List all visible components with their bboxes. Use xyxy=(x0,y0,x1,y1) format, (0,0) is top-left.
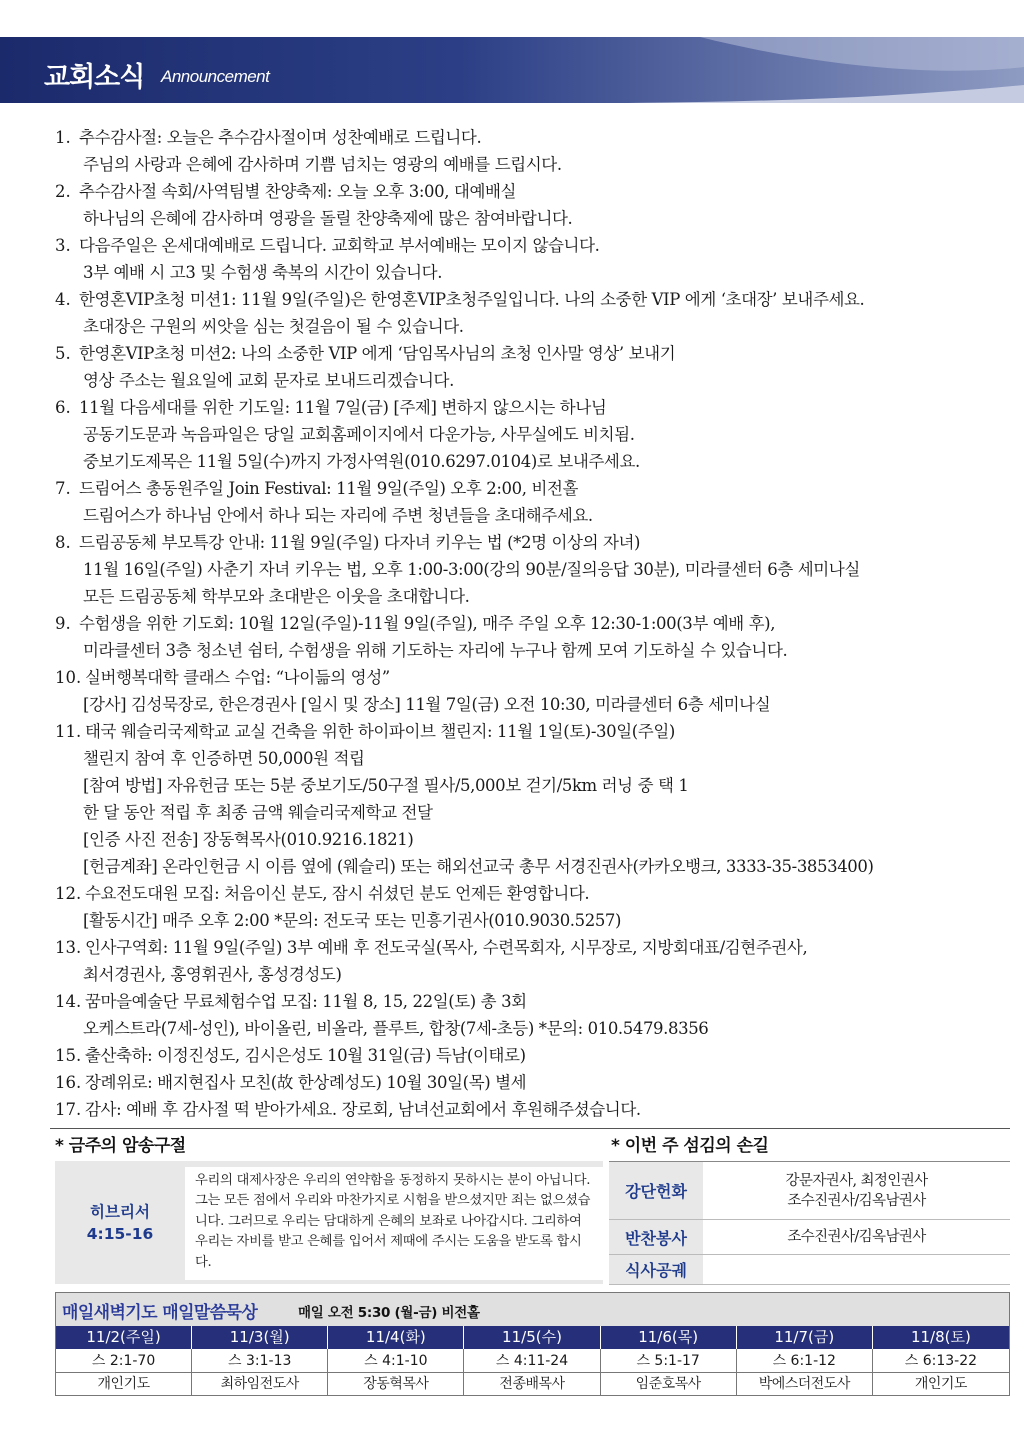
service-label: 반찬봉사 xyxy=(609,1220,703,1254)
announcement-number: 15. xyxy=(55,1046,82,1065)
banner-background xyxy=(0,37,1024,103)
announcement-item xyxy=(55,988,1000,1042)
day-leader: 개인기도 xyxy=(914,1376,967,1392)
announcement-item xyxy=(55,340,1000,394)
announcement-line: 출산축하: 이정진성도, 김시은성도 10월 31일(금) 득남(이태로) xyxy=(85,1046,526,1065)
prayer-title: 매일새벽기도 매일말씀묵상 xyxy=(62,1303,258,1323)
day-leader: 전종배목사 xyxy=(464,1373,600,1396)
announcement-number: 5. xyxy=(55,344,71,363)
announcement-line: 공동기도문과 녹음파일은 당일 교회홈페이지에서 다운가능, 사무실에도 비치됨. xyxy=(83,425,635,444)
announcement-line: [강사] 김성묵장로, 한은경권사 [일시 및 장소] 11월 7일(금) 오전 10:30, 미라클센터 6층 세미나실 xyxy=(83,695,771,714)
announcement-number: 13. xyxy=(55,938,82,957)
announcement-line: 3부 예배 시 고3 및 수험생 축복의 시간이 있습니다. xyxy=(83,263,443,282)
announcement-number: 9. xyxy=(55,614,71,633)
announcement-number: 3. xyxy=(55,236,71,255)
announcement-number: 6. xyxy=(55,398,71,417)
service-row xyxy=(609,1162,1010,1220)
announcement-item xyxy=(55,1096,1000,1123)
announcement-line: 챌린지 참여 후 인증하면 50,000원 적립 xyxy=(83,749,365,768)
day-passage: 스 6:1-12 xyxy=(737,1349,873,1373)
announcement-line: 감사: 예배 후 감사절 떡 받아가세요. 장로회, 남녀선교회에서 후원해주셨습니다. xyxy=(85,1100,641,1119)
announcement-line: 11월 다음세대를 위한 기도일: 11월 7일(금) [주제] 변하지 않으시는 하나님 xyxy=(79,398,607,417)
memory-verse-box xyxy=(55,1161,603,1284)
service-label: 식사공궤 xyxy=(609,1255,703,1284)
announcement-item xyxy=(55,529,1000,610)
announcement-line: 장례위로: 배지현집사 모친(故 한상례성도) 10월 30일(목) 별세 xyxy=(85,1073,527,1092)
announcement-item xyxy=(55,475,1000,529)
announcement-line: 한영혼VIP초청 미션1: 11월 9일(주일)은 한영혼VIP초청주일입니다. 나의 소중한 VIP 에게 ‘초대장’ 보내주세요. xyxy=(79,290,865,309)
day-date: 11/7(금) xyxy=(737,1326,873,1349)
service-person: 조수진권사/김옥남권사 xyxy=(787,1192,926,1209)
day-leader: 임준호목사 xyxy=(601,1373,737,1396)
announcement-line: 미라클센터 3층 청소년 쉼터, 수험생을 위해 기도하는 자리에 누구나 함께 모여 기도하실 수 있습니다. xyxy=(83,641,788,660)
announcement-item xyxy=(55,664,1000,718)
day-leader: 최하임전도사 xyxy=(192,1373,328,1396)
announcement-line: 한영혼VIP초청 미션2: 나의 소중한 VIP 에게 ‘담임목사님의 초청 인사말 영상’ 보내기 xyxy=(79,344,676,363)
announcement-line: [참여 방법] 자유헌금 또는 5분 중보기도/50구절 필사/5,000보 걷기/5km 러닝 중 택 1 xyxy=(83,776,689,795)
day-passage: 스 4:1-10 xyxy=(328,1349,464,1373)
page-title: 교회소식 xyxy=(44,62,145,93)
announcement-number: 10. xyxy=(55,668,82,687)
announcement-number: 4. xyxy=(55,290,71,309)
announcement-line: 하나님의 은혜에 감사하며 영광을 돌릴 찬양축제에 많은 참여바랍니다. xyxy=(83,209,573,228)
announcement-line: [헌금계좌] 온라인헌금 시 이름 옆에 (웨슬리) 또는 해외선교국 총무 서경진권사(카카오뱅크, 3333-35-3853400) xyxy=(83,857,874,876)
announcement-line: 영상 주소는 월요일에 교회 문자로 보내드리겠습니다. xyxy=(83,371,454,390)
service-row xyxy=(609,1220,1010,1255)
header-banner xyxy=(0,37,1024,103)
section-divider xyxy=(50,1128,1010,1129)
announcement-line: [인증 사진 전송] 장동혁목사(010.9216.1821) xyxy=(83,830,414,849)
verse-reference xyxy=(55,1161,185,1284)
announcement-item xyxy=(55,394,1000,475)
service-value xyxy=(703,1162,1010,1219)
announcement-line: 드림공동체 부모특강 안내: 11월 9일(주일) 다자녀 키우는 법 (*2명 이상의 자녀) xyxy=(79,533,641,552)
announcement-line: 주님의 사랑과 은혜에 감사하며 기쁨 넘치는 영광의 예배를 드립시다. xyxy=(83,155,562,174)
service-row xyxy=(609,1255,1010,1285)
announcement-line: 모든 드림공동체 학부모와 초대받은 이웃을 초대합니다. xyxy=(83,587,470,606)
day-passage: 스 2:1-70 xyxy=(56,1349,192,1373)
announcement-line: 중보기도제목은 11월 5일(수)까지 가정사역원(010.6297.0104)로 보내주세요. xyxy=(83,452,640,471)
day-date: 11/4(화) xyxy=(328,1326,464,1349)
announcement-line: 추수감사절 속회/사역팀별 찬양축제: 오늘 오후 3:00, 대예배실 xyxy=(79,182,517,201)
announcement-line: 다음주일은 온세대예배로 드립니다. 교회학교 부서예배는 모이지 않습니다. xyxy=(79,236,600,255)
verse-text: 우리의 대제사장은 우리의 연약함을 동정하지 못하시는 분이 아닙니다. 그는 모든 점에서 우리와 마찬가지로 시험을 받으셨지만 죄는 없으셨습니다. 그러므로 우리는 담대하게 은혜의 보좌로 나아갑시다. 그리하여 우리는 자비를 받고 은혜를 입어서 제때에 주시는 도움을 받도록 합시다. xyxy=(185,1167,603,1280)
announcement-item xyxy=(55,124,1000,178)
memory-verse-heading: * 금주의 암송구절 xyxy=(55,1136,186,1156)
service-person: 강문자권사, 최정인권사 xyxy=(785,1172,928,1189)
announcement-item xyxy=(55,1069,1000,1096)
announcement-number: 7. xyxy=(55,479,71,498)
prayer-grid xyxy=(56,1326,1009,1396)
announcement-item xyxy=(55,718,1000,880)
day-date: 11/5(수) xyxy=(464,1326,600,1349)
announcement-item xyxy=(55,178,1000,232)
service-value xyxy=(703,1220,1010,1254)
announcement-item xyxy=(55,610,1000,664)
announcement-line: 드림어스가 하나님 안에서 하나 되는 자리에 주변 청년들을 초대해주세요. xyxy=(83,506,593,525)
announcement-item xyxy=(55,286,1000,340)
announcement-number: 2. xyxy=(55,182,71,201)
announcement-item xyxy=(55,880,1000,934)
announcement-item xyxy=(55,232,1000,286)
announcement-number: 16. xyxy=(55,1073,82,1092)
prayer-time: 매일 오전 5:30 (월-금) 비전홀 xyxy=(298,1305,480,1321)
announcement-line: [활동시간] 매주 오후 2:00 *문의: 전도국 또는 민흥기권사(010.9030.5257) xyxy=(83,911,622,930)
announcement-line: 인사구역회: 11월 9일(주일) 3부 예배 후 전도국실(목사, 수련목회자, 시무장로, 지방회대표/김현주권사, xyxy=(85,938,808,957)
announcement-line: 오케스트라(7세-성인), 바이올린, 비올라, 플루트, 합창(7세-초등) *문의: 010.5479.8356 xyxy=(83,1019,709,1038)
announcement-line: 11월 16일(주일) 사춘기 자녀 키우는 법, 오후 1:00-3:00(강의 90분/질의응답 30분), 미라클센터 6층 세미나실 xyxy=(83,560,860,579)
announcement-number: 8. xyxy=(55,533,71,552)
announcement-line: 꿈마을예술단 무료체험수업 모집: 11월 8, 15, 22일(토) 총 3회 xyxy=(85,992,527,1011)
announcement-number: 11. xyxy=(55,722,82,741)
service-table xyxy=(609,1161,1010,1284)
prayer-header xyxy=(56,1293,1009,1326)
announcement-line: 수험생을 위한 기도회: 10월 12일(주일)-11월 9일(주일), 매주 주일 오후 12:30-1:00(3부 예배 후), xyxy=(79,614,776,633)
day-passage: 스 4:11-24 xyxy=(464,1349,600,1373)
announcement-item xyxy=(55,934,1000,988)
day-date: 11/8(토) xyxy=(873,1326,1009,1349)
announcement-number: 1. xyxy=(55,128,71,147)
day-leader: 개인기도 xyxy=(56,1373,192,1396)
announcement-number: 17. xyxy=(55,1100,82,1119)
verse-chapter: 4:15-16 xyxy=(86,1224,154,1243)
day-passage: 스 5:1-17 xyxy=(601,1349,737,1373)
announcement-line: 태국 웨슬리국제학교 교실 건축을 위한 하이파이브 챌린지: 11월 1일(토)-30일(주일) xyxy=(85,722,675,741)
day-passage: 스 3:1-13 xyxy=(192,1349,328,1373)
announcement-line: 드림어스 총동원주일 Join Festival: 11월 9일(주일) 오후 2:00, 비전홀 xyxy=(79,479,579,498)
prayer-schedule xyxy=(55,1292,1010,1396)
announcement-list xyxy=(55,124,1000,1123)
announcement-line: 실버행복대학 클래스 수업: “나이듦의 영성” xyxy=(85,668,390,687)
service-value xyxy=(703,1255,1010,1284)
announcement-number: 12. xyxy=(55,884,82,903)
service-label: 강단헌화 xyxy=(609,1162,703,1219)
day-leader: 장동혁목사 xyxy=(328,1373,464,1396)
day-date: 11/2(주일) xyxy=(56,1326,192,1349)
announcement-line: 수요전도대원 모집: 처음이신 분도, 잠시 쉬셨던 분도 언제든 환영합니다. xyxy=(85,884,590,903)
page-subtitle: Announcement xyxy=(161,67,270,86)
day-passage: 스 6:13-22 xyxy=(873,1349,1009,1373)
service-person: 조수진권사/김옥남권사 xyxy=(787,1229,926,1245)
day-date: 11/3(월) xyxy=(192,1326,328,1349)
announcement-number: 14. xyxy=(55,992,82,1011)
announcement-line: 초대장은 구원의 씨앗을 심는 첫걸음이 될 수 있습니다. xyxy=(83,317,464,336)
announcement-item xyxy=(55,1042,1000,1069)
day-leader: 박에스더전도사 xyxy=(737,1373,873,1396)
service-heading: * 이번 주 섬김의 손길 xyxy=(611,1136,769,1156)
announcement-line: 한 달 동안 적립 후 최종 금액 웨슬리국제학교 전달 xyxy=(83,803,433,822)
verse-book: 히브리서 xyxy=(90,1202,150,1221)
announcement-line: 추수감사절: 오늘은 추수감사절이며 성찬예배로 드립니다. xyxy=(79,128,482,147)
announcement-line: 최서경권사, 홍영휘권사, 홍성경성도) xyxy=(83,965,342,984)
day-date: 11/6(목) xyxy=(601,1326,737,1349)
